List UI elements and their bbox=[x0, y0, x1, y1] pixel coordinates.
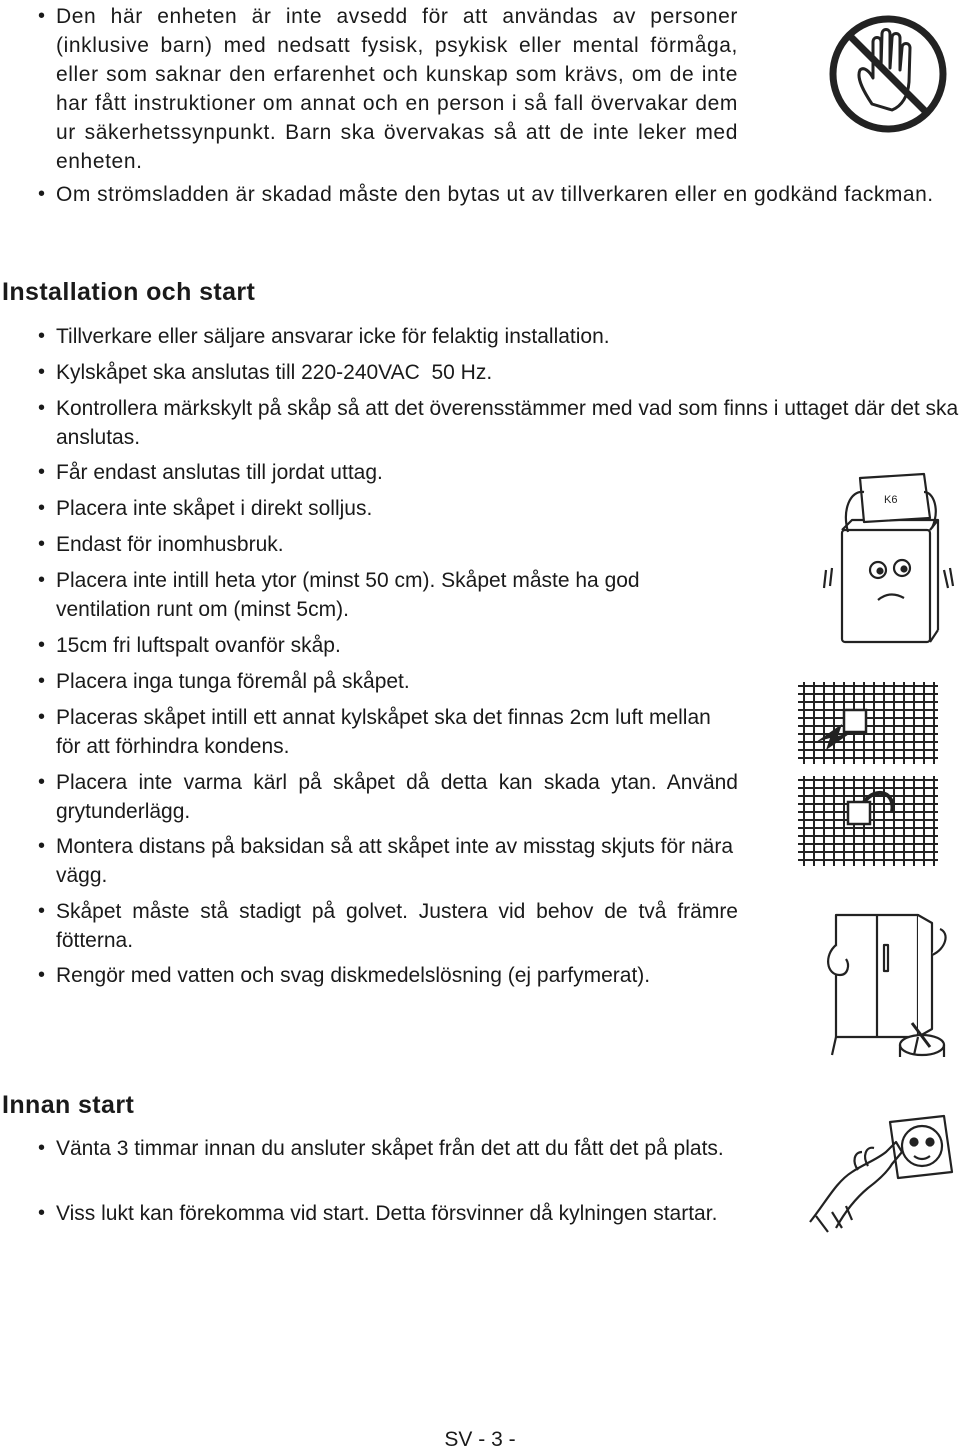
list-item-text: Viss lukt kan förekomma vid start. Detta försvinner då kylningen startar. bbox=[56, 1202, 718, 1225]
list-item-text: Kylskåpet ska anslutas till 220-240VAC 50 Hz. bbox=[56, 361, 493, 384]
bullet: • bbox=[38, 183, 46, 205]
section-heading-before-start: Innan start bbox=[2, 1091, 135, 1119]
bullet: • bbox=[38, 569, 46, 591]
bullet: • bbox=[38, 964, 46, 986]
bullet: • bbox=[38, 397, 46, 419]
list-item bbox=[38, 566, 738, 624]
bullet: • bbox=[38, 1202, 46, 1224]
bullet: • bbox=[38, 1137, 46, 1159]
list-item bbox=[38, 667, 738, 696]
bullet: • bbox=[38, 325, 46, 347]
list-item-text: Vänta 3 timmar innan du ansluter skåpet från det att du fått det på plats. bbox=[56, 1137, 724, 1160]
list-item-text: Placera inte intill heta ytor (minst 50 cm). Skåpet måste ha god ventilation runt om (minst 5cm). bbox=[56, 569, 640, 621]
list-item-text: Får endast anslutas till jordat uttag. bbox=[56, 461, 383, 484]
list-item bbox=[38, 180, 960, 209]
list-item bbox=[38, 832, 738, 890]
no-touching-hand-icon bbox=[826, 12, 950, 136]
condenser-spacer-icon bbox=[792, 680, 944, 870]
list-item bbox=[38, 494, 738, 523]
list-item bbox=[38, 358, 738, 387]
list-item-text: Om strömsladden är skadad måste den bytas ut av tillverkaren eller en godkänd fackman. bbox=[56, 183, 934, 206]
list-item-text: Rengör med vatten och svag diskmedelslösning (ej parfymerat). bbox=[56, 964, 651, 987]
list-item-text: Placeras skåpet intill ett annat kylskåpet ska det finnas 2cm luft mellan för att förhindra kondens. bbox=[56, 706, 711, 758]
list-item-text: Endast för inomhusbruk. bbox=[56, 533, 284, 556]
bullet: • bbox=[38, 670, 46, 692]
list-item bbox=[38, 961, 748, 990]
list-item-text: Kontrollera märkskylt på skåp så att det överensstämmer med vad som finns i uttaget där det ska anslutas. bbox=[56, 397, 959, 449]
list-item-text: Den här enheten är inte avsedd för att användas av personer (inklusive barn) med nedsatt fysisk, psykisk eller mental förmåga, eller som saknar den erfarenhet och kunskap som krävs, om de inte har fått instruktioner om annat och en person i så fall övervakar dem ur säkerhetssynpunkt. Barn ska övervakas så att de inte leker med enheten. bbox=[56, 5, 738, 173]
list-item-text: Placera inte varma kärl på skåpet då detta kan skada ytan. Använd grytunderlägg. bbox=[56, 771, 738, 823]
list-item bbox=[38, 897, 738, 955]
list-item bbox=[38, 768, 738, 826]
list-item-text: 15cm fri luftspalt ovanför skåp. bbox=[56, 634, 341, 657]
page-number: SV - 3 - bbox=[444, 1428, 516, 1451]
fridge-carrying-box-icon bbox=[820, 470, 955, 650]
list-item bbox=[38, 631, 738, 660]
fridge-cleaning-icon bbox=[822, 905, 952, 1065]
list-item bbox=[38, 1199, 753, 1228]
list-item-text: Placera inte skåpet i direkt solljus. bbox=[56, 497, 373, 520]
list-item bbox=[38, 2, 738, 176]
list-item-text: Placera inga tunga föremål på skåpet. bbox=[56, 670, 410, 693]
bullet: • bbox=[38, 461, 46, 483]
list-item bbox=[38, 394, 960, 452]
list-item bbox=[38, 458, 738, 487]
bullet: • bbox=[38, 533, 46, 555]
list-item-text: Tillverkare eller säljare ansvarar icke för felaktig installation. bbox=[56, 325, 610, 348]
bullet: • bbox=[38, 706, 46, 728]
list-item bbox=[38, 1134, 753, 1163]
bullet: • bbox=[38, 361, 46, 383]
box-label: K6 bbox=[884, 494, 898, 506]
section-heading-installation: Installation och start bbox=[2, 278, 256, 306]
bullet: • bbox=[38, 835, 46, 857]
bullet: • bbox=[38, 5, 46, 27]
list-item bbox=[38, 322, 738, 351]
bullet: • bbox=[38, 771, 46, 793]
list-item-text: Skåpet måste stå stadigt på golvet. Justera vid behov de två främre fötterna. bbox=[56, 900, 738, 952]
list-item bbox=[38, 703, 738, 761]
bullet: • bbox=[38, 634, 46, 656]
hand-plug-socket-icon bbox=[806, 1112, 956, 1236]
list-item bbox=[38, 530, 738, 559]
bullet: • bbox=[38, 900, 46, 922]
bullet: • bbox=[38, 497, 46, 519]
list-item-text: Montera distans på baksidan så att skåpet inte av misstag skjuts för nära vägg. bbox=[56, 835, 734, 887]
